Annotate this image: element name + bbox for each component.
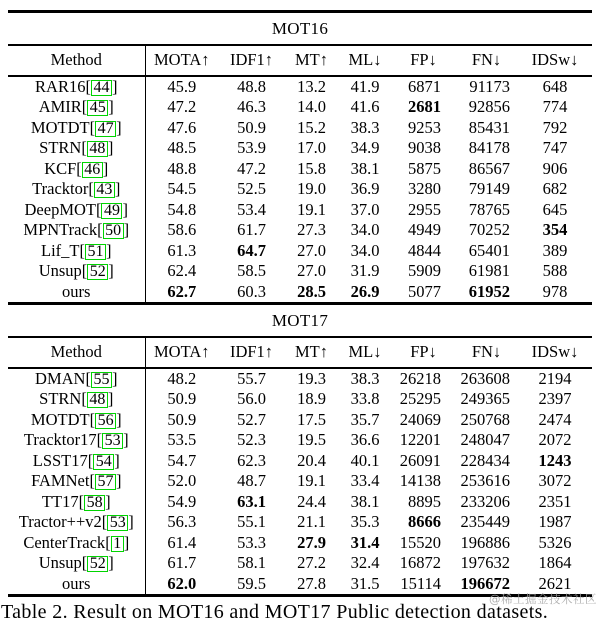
value-cell: 61.3: [167, 240, 197, 260]
value-cell: 85431: [468, 117, 510, 137]
value-cell: 38.3: [350, 117, 380, 137]
value-cell: 40.1: [350, 450, 380, 470]
value-cell: 84178: [468, 138, 510, 157]
value-cell: 35.7: [350, 409, 380, 429]
value-cell: 792: [542, 117, 568, 137]
citation-link[interactable]: 48: [87, 141, 108, 157]
value-cell: 588: [542, 261, 568, 280]
value-cell: 56.0: [237, 389, 266, 408]
value-cell: 774: [542, 97, 568, 116]
table-row: [8, 220, 592, 241]
value-cell: 19.0: [297, 179, 326, 198]
value-cell: 45.9: [167, 76, 197, 96]
value-cell: 41.6: [350, 97, 380, 116]
value-cell: 91173: [469, 76, 510, 96]
value-cell: 253616: [460, 471, 510, 490]
table-header: [8, 338, 592, 368]
column-header-mt: MT↑: [285, 46, 338, 76]
method-name: STRN: [39, 138, 82, 157]
table-row: [8, 118, 592, 139]
value-cell: 50.9: [167, 389, 197, 408]
value-cell: 978: [542, 281, 568, 301]
value-cell: 48.2: [167, 368, 197, 388]
value-cell: 2621: [538, 573, 572, 593]
value-cell: 86567: [468, 158, 510, 178]
value-cell: 2072: [538, 430, 572, 449]
citation-link[interactable]: 48: [87, 392, 108, 408]
value-cell: 54.5: [167, 179, 197, 198]
value-cell: 354: [542, 220, 568, 239]
column-header-method: Method: [8, 338, 145, 368]
value-cell: 19.5: [297, 430, 326, 449]
citation-link[interactable]: 56: [95, 413, 116, 429]
value-cell: 15114: [400, 573, 441, 593]
value-cell: 24.4: [297, 491, 326, 511]
method-name: ours: [62, 573, 91, 593]
column-header-fn: FN↓: [455, 338, 518, 368]
method-name: CenterTrack: [23, 532, 106, 552]
method-name: ours: [62, 281, 91, 301]
value-cell: 3072: [538, 471, 572, 490]
value-cell: 19.1: [297, 471, 326, 490]
method-cell: MPNTrack[ 50 ]: [8, 220, 145, 241]
value-cell: 906: [542, 158, 568, 178]
value-cell: 2351: [538, 491, 572, 511]
value-cell: 5875: [408, 158, 441, 178]
value-cell: 3280: [408, 179, 441, 198]
value-cell: 14.0: [297, 97, 326, 116]
mot17-results-table: [8, 338, 592, 595]
citation-link[interactable]: 51: [85, 244, 106, 260]
value-cell: 32.4: [350, 553, 380, 572]
table-row: [8, 138, 592, 159]
table-row: [8, 410, 592, 431]
value-cell: 6871: [408, 76, 441, 96]
value-cell: 5909: [408, 261, 441, 280]
table-body: [8, 368, 592, 595]
column-header-method: Method: [8, 46, 145, 76]
method-cell: RAR16[ 44 ]: [8, 76, 145, 98]
column-header-ml: ML↓: [338, 46, 392, 76]
method-cell: KCF[ 46 ]: [8, 159, 145, 180]
value-cell: 2474: [538, 409, 572, 429]
method-name: MOTDT: [30, 117, 90, 137]
value-cell: 34.9: [350, 138, 380, 157]
value-cell: 33.8: [350, 389, 380, 408]
method-name: FAMNet: [31, 471, 90, 490]
table-row: [8, 553, 592, 574]
value-cell: 20.4: [297, 450, 326, 470]
value-cell: 26091: [399, 450, 441, 470]
citation-link[interactable]: 47: [95, 121, 116, 137]
value-cell: 54.8: [167, 199, 197, 219]
value-cell: 26.9: [350, 281, 380, 301]
method-cell: Unsup[ 52 ]: [8, 553, 145, 574]
value-cell: 60.3: [237, 281, 266, 301]
header-row: [8, 338, 592, 368]
value-cell: 62.4: [167, 261, 197, 280]
value-cell: 26218: [399, 368, 441, 388]
table-title: MOT16: [271, 19, 329, 38]
citation-link[interactable]: 43: [94, 182, 115, 198]
value-cell: 38.1: [350, 158, 380, 178]
column-header-ml: ML↓: [338, 338, 392, 368]
value-cell: 61981: [468, 261, 510, 280]
value-cell: 4949: [408, 220, 441, 239]
value-cell: 2955: [408, 199, 441, 219]
citation-link[interactable]: 50: [103, 223, 124, 239]
value-cell: 27.2: [297, 553, 326, 572]
value-cell: 34.0: [350, 220, 380, 239]
value-cell: 36.9: [350, 179, 380, 198]
value-cell: 31.9: [350, 261, 380, 280]
value-cell: 48.8: [167, 158, 197, 178]
citation-link[interactable]: 54: [93, 454, 114, 470]
value-cell: 50.9: [237, 117, 266, 137]
value-cell: 8666: [408, 512, 441, 531]
value-cell: 38.3: [350, 368, 380, 388]
value-cell: 19.1: [297, 199, 326, 219]
value-cell: 59.5: [237, 573, 266, 593]
value-cell: 1864: [538, 553, 572, 572]
header-row: [8, 46, 592, 76]
value-cell: 61.7: [237, 220, 266, 239]
table-row: [8, 492, 592, 513]
value-cell: 55.1: [237, 512, 266, 531]
value-cell: 52.5: [237, 179, 266, 198]
table-row: [8, 159, 592, 180]
method-name: MPNTrack: [23, 220, 98, 239]
method-name: Unsup: [38, 553, 82, 572]
value-cell: 41.9: [350, 76, 380, 96]
value-cell: 46.3: [237, 97, 266, 116]
value-cell: 13.2: [297, 76, 326, 96]
column-header-idf1: IDF1↑: [218, 46, 285, 76]
value-cell: 27.8: [297, 573, 326, 593]
column-header-idf1: IDF1↑: [218, 338, 285, 368]
method-cell: FAMNet[ 57 ]: [8, 471, 145, 492]
value-cell: 15.2: [297, 117, 326, 137]
value-cell: 65401: [468, 240, 510, 260]
method-cell: Tractor++v2[ 53 ]: [8, 512, 145, 533]
value-cell: 248047: [460, 430, 510, 449]
value-cell: 747: [542, 138, 568, 157]
table-row: [8, 533, 592, 554]
value-cell: 25295: [399, 389, 441, 408]
value-cell: 5326: [538, 532, 572, 552]
method-cell: [8, 574, 145, 595]
method-name: RAR16: [35, 76, 86, 96]
value-cell: 54.7: [167, 450, 197, 470]
value-cell: 682: [542, 179, 568, 198]
column-header-mota: MOTA↑: [145, 46, 218, 76]
method-name: LSST17: [32, 450, 88, 470]
value-cell: 27.0: [297, 261, 326, 280]
value-cell: 228434: [460, 450, 510, 470]
value-cell: 18.9: [297, 389, 326, 408]
table-row: [8, 368, 592, 390]
table-row: [8, 430, 592, 451]
method-name: Tractor++v2: [18, 512, 102, 531]
value-cell: 48.5: [167, 138, 197, 157]
citation-link[interactable]: 55: [91, 372, 112, 388]
method-cell: TT17[ 58 ]: [8, 492, 145, 513]
table-body: [8, 76, 592, 303]
value-cell: 249365: [460, 389, 510, 408]
table-row: [8, 389, 592, 410]
method-cell: MOTDT[ 56 ]: [8, 410, 145, 431]
column-header-idsw: IDSw↓: [518, 46, 592, 76]
value-cell: 31.4: [350, 532, 380, 552]
value-cell: 15.8: [297, 158, 326, 178]
citation-link[interactable]: 52: [87, 556, 108, 572]
method-name: Tracktor: [32, 179, 89, 198]
mot16-section: [0, 10, 600, 305]
value-cell: 62.7: [167, 281, 197, 301]
value-cell: 31.5: [350, 573, 380, 593]
value-cell: 27.0: [297, 240, 326, 260]
method-cell: Tracktor[ 43 ]: [8, 179, 145, 200]
value-cell: 263608: [460, 368, 510, 388]
value-cell: 50.9: [167, 409, 197, 429]
method-cell: [8, 282, 145, 303]
column-header-mota: MOTA↑: [145, 338, 218, 368]
table-row: [8, 179, 592, 200]
value-cell: 48.7: [237, 471, 266, 490]
value-cell: 233206: [460, 491, 510, 511]
citation-link[interactable]: 44: [91, 80, 112, 96]
watermark: @稀土掘金技术社区: [489, 592, 597, 606]
table-row: [8, 261, 592, 282]
method-cell: DeepMOT[ 49 ]: [8, 200, 145, 221]
mot17-section: [0, 305, 600, 597]
method-name: MOTDT: [30, 409, 90, 429]
value-cell: 9038: [408, 138, 441, 157]
method-name: Unsup: [38, 261, 82, 280]
citation-link[interactable]: 53: [102, 433, 123, 449]
citation-link[interactable]: 52: [87, 264, 108, 280]
value-cell: 38.1: [350, 491, 380, 511]
value-cell: 56.3: [167, 512, 197, 531]
method-cell: Lif_T[ 51 ]: [8, 241, 145, 262]
value-cell: 52.7: [237, 409, 266, 429]
value-cell: 36.6: [350, 430, 380, 449]
value-cell: 645: [542, 199, 568, 219]
method-cell: STRN[ 48 ]: [8, 138, 145, 159]
value-cell: 197632: [460, 553, 510, 572]
value-cell: 47.2: [167, 97, 197, 116]
value-cell: 8895: [408, 491, 441, 511]
value-cell: 2194: [538, 368, 572, 388]
value-cell: 37.0: [350, 199, 380, 219]
table-row: [8, 76, 592, 98]
method-name: DeepMOT: [24, 199, 96, 219]
value-cell: 235449: [460, 512, 510, 531]
method-name: Tracktor17: [23, 430, 97, 449]
value-cell: 4844: [408, 240, 441, 260]
value-cell: 27.3: [297, 220, 326, 239]
method-cell: LSST17[ 54 ]: [8, 451, 145, 472]
citation-link[interactable]: 49: [101, 203, 122, 219]
value-cell: 2397: [538, 389, 572, 408]
value-cell: 62.3: [237, 450, 266, 470]
value-cell: 58.5: [237, 261, 266, 280]
method-cell: AMIR[ 45 ]: [8, 97, 145, 118]
value-cell: 64.7: [237, 240, 266, 260]
method-cell: Tracktor17[ 53 ]: [8, 430, 145, 451]
value-cell: 58.6: [167, 220, 197, 239]
citation-link[interactable]: 1: [111, 536, 124, 552]
value-cell: 28.5: [297, 281, 326, 301]
value-cell: 62.0: [167, 573, 197, 593]
method-name: KCF: [44, 158, 77, 178]
table-row: [8, 512, 592, 533]
table-row: [8, 471, 592, 492]
value-cell: 61.4: [167, 532, 197, 552]
value-cell: 79149: [468, 179, 510, 198]
method-cell: STRN[ 48 ]: [8, 389, 145, 410]
value-cell: 15520: [399, 532, 441, 552]
value-cell: 52.0: [167, 471, 197, 490]
table-row: [8, 97, 592, 118]
value-cell: 52.3: [237, 430, 266, 449]
method-cell: CenterTrack[ 1 ]: [8, 533, 145, 554]
value-cell: 92856: [468, 97, 510, 116]
value-cell: 61.7: [167, 553, 197, 572]
value-cell: 14138: [399, 471, 441, 490]
table-header: [8, 46, 592, 76]
value-cell: 9253: [408, 117, 441, 137]
value-cell: 16872: [399, 553, 441, 572]
value-cell: 12201: [399, 430, 441, 449]
column-header-fp: FP↓: [392, 46, 455, 76]
value-cell: 35.3: [350, 512, 380, 531]
column-header-idsw: IDSw↓: [518, 338, 592, 368]
value-cell: 53.5: [167, 430, 197, 449]
value-cell: 24069: [399, 409, 441, 429]
method-name: AMIR: [38, 97, 82, 116]
value-cell: 389: [542, 240, 568, 260]
value-cell: 47.2: [237, 158, 266, 178]
value-cell: 48.8: [237, 76, 266, 96]
value-cell: 17.0: [297, 138, 326, 157]
method-cell: MOTDT[ 47 ]: [8, 118, 145, 139]
value-cell: 63.1: [237, 491, 266, 511]
value-cell: 61952: [468, 281, 510, 301]
mot16-results-table: [8, 46, 592, 303]
value-cell: 196886: [460, 532, 510, 552]
value-cell: 70252: [468, 220, 510, 239]
method-name: STRN: [39, 389, 82, 408]
value-cell: 250768: [460, 409, 510, 429]
method-name: Lif_T: [41, 240, 80, 260]
value-cell: 53.9: [237, 138, 266, 157]
citation-link[interactable]: 57: [95, 474, 116, 490]
value-cell: 53.4: [237, 199, 266, 219]
value-cell: 648: [542, 76, 568, 96]
table-caption: Table 2. Result on MOT16 and MOT17 Public detection datasets.: [1, 601, 549, 623]
column-header-mt: MT↑: [285, 338, 338, 368]
value-cell: 54.9: [167, 491, 197, 511]
value-cell: 78765: [468, 199, 510, 219]
value-cell: 58.1: [237, 553, 266, 572]
value-cell: 21.1: [297, 512, 326, 531]
value-cell: 5077: [408, 281, 441, 301]
value-cell: 19.3: [297, 368, 326, 388]
value-cell: 33.4: [350, 471, 380, 490]
value-cell: 53.3: [237, 532, 266, 552]
value-cell: 47.6: [167, 117, 197, 137]
column-header-fp: FP↓: [392, 338, 455, 368]
method-name: TT17: [41, 491, 79, 511]
method-cell: Unsup[ 52 ]: [8, 261, 145, 282]
value-cell: 196672: [460, 573, 510, 593]
value-cell: 27.9: [297, 532, 326, 552]
column-header-fn: FN↓: [455, 46, 518, 76]
table-title: MOT17: [271, 311, 329, 330]
citation-link[interactable]: 46: [82, 162, 103, 178]
value-cell: 2681: [408, 97, 441, 116]
value-cell: 55.7: [237, 368, 266, 388]
method-name: DMAN: [35, 368, 86, 388]
value-cell: 17.5: [297, 409, 326, 429]
citation-link[interactable]: 45: [87, 100, 108, 116]
value-cell: 1987: [538, 512, 572, 531]
table-row: [8, 282, 592, 303]
table-row: [8, 451, 592, 472]
citation-link[interactable]: 53: [107, 515, 128, 531]
method-cell: DMAN[ 55 ]: [8, 368, 145, 390]
value-cell: 34.0: [350, 240, 380, 260]
citation-link[interactable]: 58: [84, 495, 105, 511]
table-row: [8, 241, 592, 262]
value-cell: 1243: [538, 450, 572, 470]
table-row: [8, 200, 592, 221]
